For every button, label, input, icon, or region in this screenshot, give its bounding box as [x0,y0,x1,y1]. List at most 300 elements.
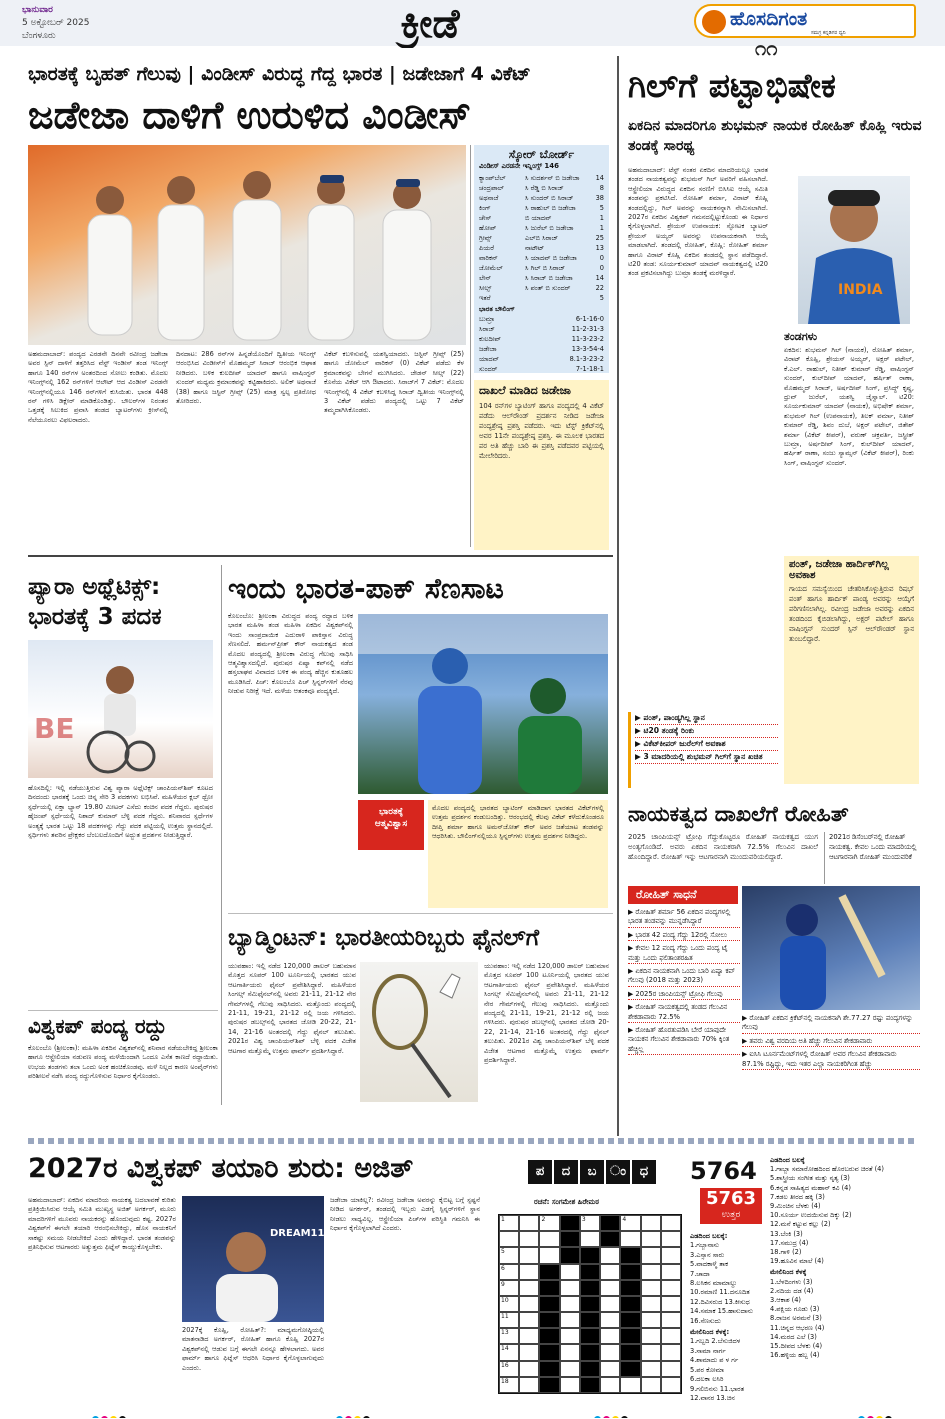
scoreboard-row [479,243,604,253]
lead-photo[interactable] [28,145,466,345]
indpak-headline[interactable]: ಇಂದು ಭಾರತ-ಪಾಕ್ ಸೆಣಸಾಟ [228,572,504,605]
rohit-photo[interactable] [742,886,920,1010]
batter-name: ಕ್ಯಾಂಪ್‌ಬೆಲ್ [479,174,506,182]
crossword-cell[interactable] [600,1247,620,1263]
crossword-cell[interactable] [519,1328,539,1344]
crossword-cell [580,1264,600,1280]
dismissal: ಸಿ ಯಾದವ್ ಬಿ ಜಡೇಜಾ [525,254,577,262]
achievement-item: ▶ ರೋಹಿತ್ ಶರ್ಮಾ 56 ಏಕದಿನ ಪಂದ್ಯಗಳಲ್ಲಿ ಭಾರತ ತಂಡವನ್ನು ಮುನ್ನಡೆಸಿದ್ದಾರೆ [628,908,740,928]
clue-across-item: 13.ಬೆಂಕಿ (3) [770,1229,803,1238]
crossword-cell[interactable] [641,1231,661,1247]
clue-down-item: 8.ರಾಜನ ಅರಮನೆ (3) [770,1314,822,1323]
crossword-cell[interactable] [661,1231,681,1247]
answer-down-item: 3.ಸಾಮಾ ನಾರ್ಗ [690,1346,726,1355]
answer-down-item: 9.ಗಲಿಬಿನಸು 11.ಭಾರತ [690,1384,745,1393]
dismissal: ಸಿ ರೆಡ್ಡಿ ಬಿ ಸಿರಾಜ್ [525,184,564,192]
bowling-row [479,314,604,324]
issue-day: ಭಾನುವಾರ [22,5,53,15]
crossword-cell[interactable] [641,1361,661,1377]
answers-across-title: ಎಡದಿಂದ ಬಲಕ್ಕೆ: [690,1232,728,1240]
record-box-text: 104 ರನ್‌ಗಳ ಬ್ಯಾಟಿಂಗ್ ಹಾಗೂ ಪಂದ್ಯದಲ್ಲಿ 4 ವಿಕೆಟ್ ಪಡೆದು ಆಲ್‌ರೌಂಡ್ ಪ್ರದರ್ಶನ ನೀಡಿದ ಜಡೇಜಾ ಪಂದ್ಯಶ್ರೇಷ್ಠ ಪ್ರಶಸ್ತಿ ಪಡೆದರು. ಇದು ಟೆಸ್ಟ್ ಕ್ರಿಕೆಟ್‌ನಲ್ಲಿ ಅವರ 11ನೇ ಪಂದ್ಯಶ್ರೇಷ್ಠ ಪ್ರಶಸ್ತಿ. ಈ ಮೂಲಕ ಭಾರತದ ಪರ ಅತಿ ಹೆಚ್ಚು ಬಾರಿ ಈ ಪ್ರಶಸ್ತಿ ಪಡೆದವರ ಪಟ್ಟಿಯಲ್ಲಿ ಮೇಲೇರಿದರು. [479,402,604,460]
clue-down-item: 3.ಆಕಾಶ (4) [770,1296,801,1305]
clue-across-item: 7.ಕಡಲ ತೀರದ ಹಕ್ಕಿ (3) [770,1192,825,1201]
crossword-cell[interactable] [499,1264,519,1280]
batter-name: ಲೇನ್ [479,274,492,282]
para-headline[interactable]: ಪ್ಯಾರಾ ಅಥ್ಲೆಟಿಕ್ಸ್: ಭಾರತಕ್ಕೆ 3 ಪದಕ [28,574,162,630]
rohit-side: 2021ರ ಡಿಸೆಂಬರ್‌ನಲ್ಲಿ ರೋಹಿತ್ ನಾಯಕತ್ವ. ಕೇವಲ ಒಂದು ಮಾದರಿಯಲ್ಲಿ ಆಟಗಾರನಾಗಿ ರೋಹಿತ್ ಮುಂದುವರಿಕೆ [824,832,919,884]
crossword-cell[interactable] [600,1264,620,1280]
note-item: ▶ ಟಿ20 ತಂಡಕ್ಕೆ ರಿಂಕು [635,725,778,738]
svg-text:INDIA: INDIA [838,282,883,298]
notes-list [635,712,778,764]
crossword-cell[interactable] [519,1344,539,1360]
crossword-cell[interactable] [661,1328,681,1344]
crossword-cell[interactable] [661,1361,681,1377]
clue-down-item: 16.ಹಳ್ಳಿಯ ಹಬ್ಬ (4) [770,1351,820,1360]
rohit-batting-illustration [742,886,920,1010]
crossword-cell[interactable] [499,1296,519,1312]
agarkar-body: ಅಹಮದಾಬಾದ್: ಏಕದಿನ ಮಾದರಿಯ ನಾಯಕತ್ವ ಬದಲಾವಣೆ ಕುರಿತು ಪ್ರತಿಕ್ರಿಯಿಸಿರುವ ಆಯ್ಕೆ ಸಮಿತಿ ಮುಖ್ಯಸ್ಥ ಅಜಿತ್ ಅಗರ್ಕರ್, ಮೂರು ಮಾದರಿಗಳಿಗೆ ಮೂವರು ನಾಯಕರನ್ನು ಹೊಂದುವುದು ಕಷ್ಟ. 2027ರ ವಿಶ್ವಕಪ್‌ಗೆ ಈಗಲೇ ತಯಾರಿ ಆರಂಭಿಸಬೇಕಿದ್ದು, ಹೊಸ ನಾಯಕನಿಗೆ ಸಾಕಷ್ಟು ಸಮಯ ನೀಡಬೇಕಿದೆ ಎಂದು ಹೇಳಿದ್ದಾರೆ. ಭಾರತ ತಂಡವನ್ನು ಪ್ರತಿನಿಧಿಸುವ ಆಟಗಾರರು ಅತ್ಯುತ್ತಮ ಫಿಟ್ನೆಸ್ ಕಾಯ್ದುಕೊಳ್ಳಬೇಕು. [28,1196,176,1252]
crossword-cell [580,1328,600,1344]
crossword-cell[interactable] [661,1264,681,1280]
crossword-cell[interactable] [641,1215,661,1231]
crossword-cell[interactable] [661,1215,681,1231]
crossword-cell[interactable] [519,1296,539,1312]
pant-box-title: ಪಂತ್, ಜಡೇಜಾ ಹಾರ್ದಿಕ್‌ಗಿಲ್ಲ ಅವಕಾಶ [789,559,889,581]
gill-headline[interactable]: ಗಿಲ್‌ಗೆ ಪಟ್ಟಾಭಿಷೇಕ [628,66,836,105]
crossword-cell[interactable] [560,1296,580,1312]
clue-down-item: 4.ಪಕ್ಷಿಯ ಗೂಡು (3) [770,1305,820,1314]
svg-text:BE: BE [34,712,75,745]
lead-kicker: ಭಾರತಕ್ಕೆ ಬೃಹತ್ ಗೆಲುವು | ವಿಂಡೀಸ್ ವಿರುದ್ಧ ಗೆದ್ದ ಭಾರತ | ಜಡೇಜಾಗೆ 4 ವಿಕೆಟ್ [28,63,531,85]
clue-across-item: 6.ಕನ್ನಡ ಸಾಹಿತ್ಯದ ಮಹಾನ್ ಕವಿ (4) [770,1183,851,1192]
agarkar-caption: 2027ಕ್ಕೆ ಕೊಹ್ಲಿ, ರೋಹಿತ್?: ಮಾಧ್ಯಮಗೋಷ್ಠಿಯಲ್ಲಿ ಮಾತನಾಡಿದ ಅಗರ್ಕರ್, ರೋಹಿತ್ ಹಾಗೂ ಕೊಹ್ಲಿ 2027ರ ವಿಶ್ವಕಪ್‌ನಲ್ಲಿ ಆಡುವ ಬಗ್ಗೆ ಈಗಲೇ ಏನನ್ನೂ ಹೇಳಲಾಗದು. ಅವರ ಫಾರ್ಮ್ ಹಾಗೂ ಫಿಟ್ನೆಸ್ ಆಧರಿಸಿ ನಿರ್ಧಾರ ಕೈಗೊಳ್ಳಲಾಗುವುದು ಎಂದರು. [182,1326,324,1372]
crossword-cell[interactable] [641,1280,661,1296]
crossword-cell[interactable] [661,1280,681,1296]
batter-runs: 1 [599,224,604,232]
crossword-cell[interactable] [560,1344,580,1360]
rohit-achievements-list [628,908,740,1136]
crossword-cell [580,1280,600,1296]
dismissal: ಸಿ ಸಿರಾಜ್ ಬಿ ಜಡೇಜಾ [525,274,573,282]
squads-title: ತಂಡಗಳು [784,330,818,343]
agarkar-col2: ಜಡೇಜಾ ಯಾಕಿಲ್ಲ?: ರವೀಂದ್ರ ಜಡೇಜಾ ಅವರನ್ನು ಕೈಬಿಟ್ಟ ಬಗ್ಗೆ ಸ್ಪಷ್ಟನೆ ನೀಡಿದ ಅಗರ್ಕರ್, ತಂಡದಲ್ಲಿ ಇಬ್ಬರು ಎಡಗೈ ಸ್ಪಿನ್ನರ್‌ಗಳಿಗೆ ಸ್ಥಾನ ನೀಡಲು ಸಾಧ್ಯವಿಲ್ಲ. ಆಸ್ಟ್ರೇಲಿಯಾ ಪಿಚ್‌ಗಳ ಪರಿಸ್ಥಿತಿ ಗಮನಿಸಿ ಈ ನಿರ್ಧಾರ ಕೈಗೊಳ್ಳಲಾಗಿದೆ ಎಂದರು. [330,1196,480,1233]
crossword-cell[interactable] [600,1344,620,1360]
bowler-name: ಸಿರಾಜ್ [479,325,495,333]
crossword-cell[interactable] [661,1296,681,1312]
crossword-cell[interactable] [499,1247,519,1263]
scoreboard-row [479,273,604,283]
pant-box [784,556,919,784]
crossword-cell[interactable] [600,1361,620,1377]
quick-notes [628,712,778,788]
crossword-cell [580,1312,600,1328]
crossword-cell[interactable] [600,1312,620,1328]
dismissal: ಸಿ ಗಿಲ್ ಬಿ ಸಿರಾಜ್ [525,264,566,272]
bowling-figures: 7-1-18-1 [575,365,604,373]
crossword-cell[interactable] [620,1215,640,1231]
crossword-cell[interactable] [539,1247,559,1263]
crossword-title-letter: ದ [554,1160,578,1184]
crossword-cell [539,1312,559,1328]
badminton-body-col2 [484,962,609,1122]
indpak-photo[interactable] [358,614,608,794]
crossword-cell[interactable] [600,1280,620,1296]
achievement-item: ▶ ರೋಹಿತ್ ಏಕದಿನ ಕ್ರಿಕೆಟ್‌ನಲ್ಲಿ ನಾಯಕನಾಗಿ ಶೇ.77.27 ರಷ್ಟು ಪಂದ್ಯಗಳನ್ನು ಗೆಲುವು [742,1014,920,1034]
batter-runs: 0 [599,264,604,272]
crossword-cell[interactable] [499,1328,519,1344]
crossword-cell [620,1264,640,1280]
crossword-cell[interactable] [641,1377,661,1393]
note-item: ▶ ವಿಕೆಟ್‌ಕೀಪರ್ ಜುರೆಲ್‌ಗೆ ಅವಕಾಶ [635,738,778,751]
crossword-title-letter: ಧ [632,1160,656,1184]
crossword-cell [620,1312,640,1328]
crossword-cell[interactable] [620,1231,640,1247]
dismissal: ಸಿ ಸುದರ್ಶನ್ ಬಿ ಜಡೇಜಾ [525,174,580,182]
crossword-cell [539,1296,559,1312]
cancel-body: ಕೊಲಂಬೊ (ಶ್ರೀಲಂಕಾ): ಮಹಿಳಾ ಏಕದಿನ ವಿಶ್ವಕಪ್‌ನಲ್ಲಿ ಶನಿವಾರ ನಡೆಯಬೇಕಿದ್ದ ಶ್ರೀಲಂಕಾ ಹಾಗೂ ಆಸ್ಟ್ರೇಲಿಯಾ ನಡುವಣ ಪಂದ್ಯ ಮಳೆಯಿಂದಾಗಿ ಒಂದೂ ಎಸೆತ ಕಾಣದೆ ರದ್ದಾಯಿತು. ಉಭಯ ತಂಡಗಳು ತಲಾ ಒಂದು ಅಂಕ ಹಂಚಿಕೊಂಡವು. ಮಳೆ ನಿಲ್ಲದ ಕಾರಣ ಅಂಪೈರ್‌ಗಳು ಪರಿಶೀಲನೆ ನಡೆಸಿ ಪಂದ್ಯ ರದ್ದುಗೊಳಿಸುವ ನಿರ್ಧಾರ ಕೈಗೊಂಡರು. [28,1044,218,1081]
clue-across-item: 17.ಸಮುದ್ರ (4) [770,1238,809,1247]
indpak-box: ಮೊದಲ ಪಂದ್ಯದಲ್ಲಿ ಭಾರತದ ಬ್ಯಾಟಿಂಗ್ ಮಾಡಿದಾಗ ಭಾರತದ ವಿಕೆಟ್‌ಗಳಲ್ಲಿ ಉತ್ತಮ ಪ್ರದರ್ಶನ ಕಂಡುಬಂದಿತ್ತು. ಆರಂಭದಲ್ಲಿ ಕೆಲವು ವಿಕೆಟ್ ಕಳೆದುಕೊಂಡರೂ ದೀಪ್ತಿ ಶರ್ಮಾ ಹಾಗೂ ಅಮನ್‌ಜೋತ್ ಕೌರ್ ಅವರ ಜತೆಯಾಟ ತಂಡವನ್ನು ಆಧರಿಸಿತು. ಬೌಲಿಂಗ್‌ನಲ್ಲಿಯೂ ಸ್ಪಿನ್ನರ್‌ಗಳು ಉತ್ತಮ ಪ್ರದರ್ಶನ ನೀಡಿದ್ದರು. [428,800,608,908]
achievements-col2 [742,1014,920,1070]
batter-runs: 38 [595,194,604,202]
rohit-headline[interactable]: ನಾಯಕತ್ವದ ದಾಖಲೆಗೆ ರೋಹಿತ್ [628,802,849,826]
achievement-item: ▶ ರೋಹಿತ್ ಹೊರತುಪಡಿಸಿ ಬೇರೆ ಯಾವುದೇ ನಾಯಕನ ಗೆಲುವಿನ ಶೇಕಡಾವಾರು 70% ಕ್ಕಿಂತ ಹೆಚ್ಚಿಲ್ಲ [628,1026,740,1055]
answer-down-item: 12.ವಾನರ 13.ಚಿನ [690,1393,735,1402]
crossword-cell [539,1280,559,1296]
crossword-cell [560,1215,580,1231]
crossword-cell[interactable] [519,1377,539,1393]
cell-number: 13 [501,1329,509,1337]
rule [228,913,613,914]
scoreboard-row [479,293,604,303]
crossword-cell[interactable] [580,1215,600,1231]
crossword-cell[interactable] [661,1377,681,1393]
logo-name: ಹೊಸದಿಗಂತ [730,8,808,30]
crossword-cell[interactable] [560,1264,580,1280]
badminton-photo[interactable] [360,962,478,1102]
crossword-cell[interactable] [661,1312,681,1328]
crossword-cell[interactable] [499,1231,519,1247]
crossword-cell [620,1247,640,1263]
para-body: ಹೊಸದಿಲ್ಲಿ: ಇಲ್ಲಿ ನಡೆಯುತ್ತಿರುವ ವಿಶ್ವ ಪ್ಯಾರಾ ಅಥ್ಲೆಟಿಕ್ಸ್ ಚಾಂಪಿಯನ್‌ಶಿಪ್ ಕೂಟದ ದಿನದಂದು ಭಾರತಕ್ಕೆ ಒಂದು ಚಿನ್ನ ಸೇರಿ 3 ಪದಕಗಳು ಲಭಿಸಿವೆ. ಮಹಿಳೆಯರ ಕ್ಲಬ್ ಥ್ರೋ ಸ್ಪರ್ಧೆಯಲ್ಲಿ ಏಕ್ತಾ ಭ್ಯಾನ್ 19.80 ಮೀಟರ್ ಎಸೆದು ಕಂಚಿನ ಪದಕ ಗೆದ್ದರು. ಪುರುಷರ ಹೈಜಂಪ್ ಸ್ಪರ್ಧೆಯಲ್ಲಿ ನಿಶಾದ್ ಕುಮಾರ್ ಬೆಳ್ಳಿ ಪದಕ ಗೆದ್ದರು. ಶನಿವಾರದ ಸ್ಪರ್ಧೆಗಳ ಅಂತ್ಯಕ್ಕೆ ಭಾರತ ಒಟ್ಟು 18 ಪದಕಗಳನ್ನು ಗೆದ್ದು ಪದಕ ಪಟ್ಟಿಯಲ್ಲಿ ಉತ್ತಮ ಸ್ಥಾನದಲ್ಲಿದೆ. ಸ್ಪರ್ಧಿಗಳು ತವರಿನ ಪ್ರೇಕ್ಷಕರ ಬೆಂಬಲದೊಂದಿಗೆ ಅದ್ಭುತ ಪ್ರದರ್ಶನ ನೀಡುತ್ತಿದ್ದಾರೆ. [28,784,213,840]
batter-name: ಪಿಯರೆ [479,244,495,252]
crossword-title-letter: ಂ [606,1160,630,1184]
bowler-name: ಸುಂದರ್ [479,365,498,373]
clue-across-item: 5.ಶಾಸ್ತ್ರೀಯ ಸಂಗೀತ ಮತ್ತು ನೃತ್ಯ (3) [770,1174,850,1183]
rule [28,1010,218,1011]
answer-across-item: 10.ರಮಾಣಿ 11.ದನೂದಿತ [690,1288,750,1297]
crossword-cell [580,1361,600,1377]
answer-label: ಉತ್ತರ [721,1210,741,1220]
crossword-cell [580,1377,600,1393]
crossword-cell [539,1328,559,1344]
bottom-band-rule [28,1138,918,1144]
batter-name: ಇತರೆ [479,294,491,302]
scoreboard-row [479,253,604,263]
achievement-item: ▶ ಐಸಿಸಿ ಟೂರ್ನಮೆಂಟ್‌ಗಳಲ್ಲಿ ರೋಹಿತ್ ಅವರ ಗೆಲುವಿನ ಶೇಕಡಾವಾರು 87.1% ರಷ್ಟಿದ್ದು, ಇದು ಇತರ ಎಲ್ಲಾ ನಾಯಕರಿಗಿಂತ ಹೆಚ್ಚು [742,1050,920,1070]
crossword-cell [580,1344,600,1360]
batter-runs: 13 [595,244,604,252]
record-box-title: ದಾಖಲೆ ಮಾಡಿದ ಜಡೇಜಾ [479,384,571,397]
crossword-cell [600,1215,620,1231]
clue-across-item: 10.ಸೂರ್ಯ ಉದಯಿಸುವ ದಿಕ್ಕು (2) [770,1211,852,1220]
batter-name: ಗ್ರೀವ್ಸ್ [479,234,492,242]
batter-name: ಕಿಂಗ್ [479,204,491,212]
batter-name: ಅಥನಾಜೆ [479,194,499,202]
crossword-cell[interactable] [600,1377,620,1393]
scoreboard-row [479,283,604,293]
crossword-cell[interactable] [560,1328,580,1344]
svg-text:DREAM11: DREAM11 [270,1228,324,1239]
crossword-cell [539,1377,559,1393]
crossword-number: 5764 [690,1157,757,1185]
logo-emblem-icon [702,10,726,34]
crossword-grid[interactable] [498,1214,682,1394]
lead-body-col1: ಅಹಮದಾಬಾದ್: ಪಂದ್ಯದ ಎರಡನೇ ದಿನವೇ ರವೀಂದ್ರ ಜಡೇಜಾ ಅವರ ಸ್ಪಿನ್ ದಾಳಿಗೆ ತತ್ತರಿಸಿದ ವೆಸ್ಟ್ ಇಂಡೀಸ್ ತಂಡ ಇನಿಂಗ್ಸ್ ಹಾಗೂ 140 ರನ್‌ಗಳ ಅಂತರದಿಂದ ಸೋಲು ಕಂಡಿತು. ಮೊದಲ ಇನಿಂಗ್ಸ್‌ನಲ್ಲಿ 162 ರನ್‌ಗಳಿಗೆ ಆಲೌಟ್ ಆದ ವಿಂಡೀಸ್ ಎರಡನೇ ಇನಿಂಗ್ಸ್‌ನಲ್ಲಿಯೂ 146 ರನ್‌ಗಳಿಗೆ ಕುಸಿಯಿತು. ಭಾರತ 448 ರನ್ ಗಳಿಸಿ ಡಿಕ್ಲೇರ್ ಮಾಡಿಕೊಂಡಿತ್ತು. ಬೌಲರ್‌ಗಳ ನಿರಂತರ ಒತ್ತಡಕ್ಕೆ ಸಿಲುಕಿದ ಪ್ರವಾಸಿ ತಂಡದ ಬ್ಯಾಟರ್‌ಗಳು ಕ್ರೀಸ್‌ನಲ್ಲಿ ನೆಲೆಯೂರಲು ವಿಫಲರಾದರು. [28,350,168,424]
answer-across-item: 8.ಲಸಿಕನ ಮಾಮಾಲ್ದು [690,1279,737,1288]
crossword-cell[interactable] [560,1312,580,1328]
bowling-row [479,344,604,354]
scoreboard-row [479,223,604,233]
answer-across-item: 14.ಸಮಾಕ 15.ಹಾಸುದಾನು [690,1307,753,1316]
registration-marks [594,1408,644,1418]
crossword-cell[interactable] [519,1312,539,1328]
bowling-row [479,324,604,334]
batter-name: ಚಂದ್ರಪಾಲ್ [479,184,504,192]
cell-number: 10 [501,1296,509,1304]
batter-runs: 25 [595,234,604,242]
crossword-cell [620,1296,640,1312]
crossword-cell [560,1247,580,1263]
answers-box [690,1232,766,1412]
bowling-figures: 8.1-3-23-2 [569,355,604,363]
agarkar-headline[interactable]: 2027ರ ವಿಶ್ವಕಪ್ ತಯಾರಿ ಶುರು: ಅಜಿತ್ [28,1153,414,1184]
dismissal: ನಾಟೌಟ್ [525,244,545,252]
clue-down-item: 2.ನದಿಯ ದಡ (4) [770,1286,814,1295]
dateline-box [22,4,172,44]
crossword-cell[interactable] [641,1328,661,1344]
badminton-body: ಯುವಹಾಂ: ಇಲ್ಲಿ ನಡೆದ 120,000 ಡಾಲರ್ ಬಹುಮಾನ ಮೊತ್ತದ ಸೂಪರ್ 100 ಟೂರ್ನಿಯಲ್ಲಿ ಭಾರತದ ಯುವ ಆಟಗಾರ್ತಿಯರು ಫೈನಲ್ ಪ್ರವೇಶಿಸಿದ್ದಾರೆ. ಮಹಿಳೆಯರ ಸಿಂಗಲ್ಸ್ ಸೆಮಿಫೈನಲ್‌ನಲ್ಲಿ ಅವರು 21-11, 21-12 ನೇರ ಗೇಮ್‌ಗಳಲ್ಲಿ ಗೆಲುವು ಸಾಧಿಸಿದರು. ಮತ್ತೊಂದು ಪಂದ್ಯದಲ್ಲಿ 21-11, 19-21, 21-12 ರಲ್ಲಿ ಜಯ ಗಳಿಸಿದರು. ಪುರುಷರ ಡಬಲ್ಸ್‌ನಲ್ಲಿ ಭಾರತದ ಜೋಡಿ 20-22, 21-14, 21-16 ಅಂತರದಲ್ಲಿ ಗೆದ್ದು ಫೈನಲ್ ತಲುಪಿತು. 2021ರ ವಿಶ್ವ ಚಾಂಪಿಯನ್‌ಶಿಪ್ ಬೆಳ್ಳಿ ಪದಕ ವಿಜೇತ ಆಟಗಾರ ಮತ್ತೊಮ್ಮೆ ಉತ್ತಮ ಫಾರ್ಮ್ ಪ್ರದರ್ಶಿಸಿದ್ದಾರೆ. [228,962,356,1055]
crossword-cell[interactable] [600,1296,620,1312]
indpak-badge: ಭಾರತಕ್ಕೆ ಆತ್ಮವಿಶ್ವಾಸ [358,800,424,850]
clue-down-item: 11.ಚಿನ್ನದ ಆಭರಣ (4) [770,1323,825,1332]
lead-body-col2: ದಿನದಾಟ: 286 ರನ್‌ಗಳ ಹಿನ್ನಡೆಯೊಂದಿಗೆ ದ್ವಿತೀಯ ಇನಿಂಗ್ಸ್ ಆರಂಭಿಸಿದ ವಿಂಡೀಸ್‌ಗೆ ಮೊಹಮ್ಮದ್ ಸಿರಾಜ್ ಆರಂಭಿಕ ಆಘಾತ ನೀಡಿದರು. ಬಳಿಕ ಕುಲದೀಪ್ ಯಾದವ್ ಹಾಗೂ ವಾಷಿಂಗ್ಟನ್ ಸುಂದರ್ ಮಧ್ಯಮ ಕ್ರಮಾಂಕವನ್ನು ಕಟ್ಟಿಹಾಕಿದರು. ಅಲಿಕ್ ಅಥನಾಜೆ (38) ಹಾಗೂ ಜಸ್ಟಿನ್ ಗ್ರೀವ್ಸ್ (25) ಮಾತ್ರ ಸ್ವಲ್ಪ ಪ್ರತಿರೋಧ ತೋರಿದರು. [176,350,316,406]
badminton-headline[interactable]: ಬ್ಯಾಡ್ಮಿಂಟನ್: ಭಾರತೀಯರಿಬ್ಬರು ಫೈನಲ್‌ಗೆ [228,925,540,951]
newspaper-logo[interactable] [694,4,916,38]
crossword-cell[interactable] [499,1377,519,1393]
note-item: ▶ ಪಂತ್, ಪಾಂಡ್ಯಗಿಲ್ಲ ಸ್ಥಾನ [635,712,778,725]
crossword-cell [539,1344,559,1360]
cell-number: 16 [501,1361,509,1369]
crossword-cell[interactable] [499,1344,519,1360]
crossword-cell [620,1328,640,1344]
batter-runs: 1 [599,214,604,222]
record-box [474,380,609,550]
crossword-cell[interactable] [519,1361,539,1377]
crossword-cell[interactable] [641,1264,661,1280]
players-celebrating-illustration [28,145,466,345]
batter-runs: 5 [599,294,604,302]
scoreboard-row [479,203,604,213]
batter-name: ಚೇಸ್ [479,214,492,222]
crossword-cell[interactable] [661,1344,681,1360]
dismissal: ಸಿ ಪಂತ್ ಬಿ ಸುಂದರ್ [525,284,571,292]
answer-badge [700,1188,762,1224]
crossword-title-letter: ಪ [528,1160,552,1184]
clues-down-title: ಮೇಲಿನಿಂದ ಕೆಳಕ್ಕೆ [770,1268,807,1277]
crossword-cell[interactable] [641,1344,661,1360]
crossword-cell[interactable] [560,1280,580,1296]
crossword-cell[interactable] [499,1280,519,1296]
crossword-cell[interactable] [560,1361,580,1377]
answer-number: 5763 [705,1188,757,1209]
dismissal: ಸಿ ಸುಂದರ್ ಬಿ ಸಿರಾಜ್ [525,194,574,202]
batter-runs: 0 [599,254,604,262]
para-photo[interactable] [28,640,213,778]
clue-down-item: 15.ದೀಪದ ಬೆಳಕು (4) [770,1342,823,1351]
dismissal [525,293,590,303]
answers-down-title: ಮೇಲಿನಿಂದ ಕೆಳಕ್ಕೆ: [690,1328,730,1337]
scoreboard-bowling [479,314,604,373]
crossword-cell [539,1361,559,1377]
cell-number: 2 [541,1216,546,1223]
crossword-cell[interactable] [641,1247,661,1263]
batter-runs: 5 [599,204,604,212]
crossword-cell [620,1280,640,1296]
batter-name: ಜೋಮೆಲ್ [479,264,503,272]
cell-number: 6 [501,1264,505,1272]
scoreboard-row [479,193,604,203]
crossword-cell[interactable] [641,1296,661,1312]
clues-down [770,1278,920,1361]
crossword-cell[interactable] [560,1377,580,1393]
batter-runs: 8 [599,184,604,192]
clue-across-item: 19.ಹೂವಿನ ಮಾಲೆ (4) [770,1257,824,1266]
crossword-cell[interactable] [519,1215,539,1231]
answer-down-item: 6.ದಲಕಾ ಲಸಿರಿ [690,1375,724,1384]
achievement-item: ▶ ತವರು ವಿಶ್ವ ವರದಿಯ ಅತಿ ಹೆಚ್ಚು ಗೆಲುವಿನ ಶೇಕಡಾವಾರು [742,1037,920,1047]
rohit-intro: 2025 ಚಾಂಪಿಯನ್ಸ್ ಟ್ರೋಫಿ ಗೆದ್ದುಕೊಟ್ಟರೂ ರೋಹಿತ್ ನಾಯಕತ್ವದ ಯುಗ ಅಂತ್ಯಗೊಂಡಿದೆ. ಅವರು ಏಕದಿನ ನಾಯಕರಾಗಿ 72.5% ಗೆಲುವಿನ ದಾಖಲೆ ಹೊಂದಿದ್ದಾರೆ. ರೋಹಿತ್ ಇನ್ನು ಆಟಗಾರನಾಗಿ ಮುಂದುವರಿಯಲಿದ್ದಾರೆ. [628,833,818,861]
crossword-cell [560,1231,580,1247]
cell-number: 5 [501,1248,505,1256]
issue-date: 5 ಅಕ್ಟೋಬರ್ 2025 [22,18,90,28]
answer-across-item: 3.ಎಸ್ಸಾನ ಸಾರು [690,1250,725,1259]
answer-across-item: 1.ಗಬ್ಬಾನಾಸು [690,1241,720,1250]
crossword-author: ರಚನೆ: ಸಂಗಮೇಶ ಹಿರೇಮಠ [534,1198,599,1206]
answer-across-item: 5.ವಾದಕಾಳ್ಮೆ ತಾಕ [690,1260,729,1269]
crossword-cell[interactable] [600,1328,620,1344]
crossword-cell[interactable] [499,1215,519,1231]
batter-name: ವಾರಿಕನ್ [479,254,498,262]
crossword-cell[interactable] [641,1312,661,1328]
crossword-cell[interactable] [499,1312,519,1328]
cell-number: 4 [622,1216,627,1223]
scoreboard-row [479,173,604,183]
crossword-cell [600,1231,620,1247]
crossword-cell[interactable] [499,1361,519,1377]
agarkar-photo[interactable] [182,1196,324,1322]
crossword-title [528,1160,660,1184]
rohit-achievements-list-2 [742,1014,920,1136]
squads-box [784,330,914,552]
scoreboard-row [479,263,604,273]
achievement-item: ▶ 2025ರ ಚಾಂಪಿಯನ್ಸ್ ಟ್ರೋಫಿ ಗೆಲುವು [628,990,740,1000]
answers-down [690,1337,766,1403]
squads-text: ಏಕದಿನ: ಶುಭಮನ್ ಗಿಲ್ (ನಾಯಕ), ರೋಹಿತ್ ಶರ್ಮಾ, ವಿರಾಟ್ ಕೊಹ್ಲಿ, ಶ್ರೇಯಸ್ ಅಯ್ಯರ್, ಅಕ್ಷರ್ ಪಟೇಲ್, ಕೆ.ಎಲ್. ರಾಹುಲ್, ನಿತೀಶ್ ಕುಮಾರ್ ರೆಡ್ಡಿ, ವಾಷಿಂಗ್ಟನ್ ಸುಂದರ್, ಕುಲ್‌ದೀಪ್ ಯಾದವ್, ಹರ್ಷಿತ್ ರಾಣಾ, ಮೊಹಮ್ಮದ್ ಸಿರಾಜ್, ಅರ್ಷದೀಪ್ ಸಿಂಗ್, ಪ್ರಸಿದ್ಧ್ ಕೃಷ್ಣ, ಧ್ರುವ್ ಜುರೆಲ್, ಯಶಸ್ವಿ ಜೈಸ್ವಾಲ್. ಟಿ20: ಸೂರ್ಯಕುಮಾರ್ ಯಾದವ್ (ನಾಯಕ), ಅಭಿಷೇಕ್ ಶರ್ಮಾ, ಶುಭಮನ್ ಗಿಲ್ (ಉಪನಾಯಕ), ತಿಲಕ್ ವರ್ಮಾ, ನಿತೀಶ್ ಕುಮಾರ್ ರೆಡ್ಡಿ, ಶಿವಂ ದುಬೆ, ಅಕ್ಷರ್ ಪಟೇಲ್, ಜಿತೇಶ್ ಶರ್ಮಾ (ವಿಕೆಟ್ ಕೀಪರ್), ವರುಣ್ ಚಕ್ರವರ್ತಿ, ಜಸ್ಪ್ರೀತ್ ಬುಮ್ರಾ, ಅರ್ಷದೀಪ್ ಸಿಂಗ್, ಕುಲ್‌ದೀಪ್ ಯಾದವ್, ಹರ್ಷಿತ್ ರಾಣಾ, ಸಂಜು ಸ್ಯಾಮ್ಸನ್ (ವಿಕೆಟ್ ಕೀಪರ್), ರಿಂಕು ಸಿಂಗ್, ವಾಷಿಂಗ್ಟನ್ ಸುಂದರ್. [784,346,914,467]
cancel-headline[interactable]: ವಿಶ್ವಕಪ್ ಪಂದ್ಯ ರದ್ದು [28,1014,167,1038]
badminton-note: ಯುವಹಾಂ: ಇಲ್ಲಿ ನಡೆದ 120,000 ಡಾಲರ್ ಬಹುಮಾನ ಮೊತ್ತದ ಸೂಪರ್ 100 ಟೂರ್ನಿಯಲ್ಲಿ ಭಾರತದ ಯುವ ಆಟಗಾರ್ತಿಯರು ಫೈನಲ್ ಪ್ರವೇಶಿಸಿದ್ದಾರೆ. ಮಹಿಳೆಯರ ಸಿಂಗಲ್ಸ್ ಸೆಮಿಫೈನಲ್‌ನಲ್ಲಿ ಅವರು 21-11, 21-12 ನೇರ ಗೇಮ್‌ಗಳಲ್ಲಿ ಗೆಲುವು ಸಾಧಿಸಿದರು. ಮತ್ತೊಂದು ಪಂದ್ಯದಲ್ಲಿ 21-11, 19-21, 21-12 ರಲ್ಲಿ ಜಯ ಗಳಿಸಿದರು. ಪುರುಷರ ಡಬಲ್ಸ್‌ನಲ್ಲಿ ಭಾರತದ ಜೋಡಿ 20-22, 21-14, 21-16 ಅಂತರದಲ್ಲಿ ಗೆದ್ದು ಫೈನಲ್ ತಲುಪಿತು. 2021ರ ವಿಶ್ವ ಚಾಂಪಿಯನ್‌ಶಿಪ್ ಬೆಳ್ಳಿ ಪದಕ ವಿಜೇತ ಆಟಗಾರ ಮತ್ತೊಮ್ಮೆ ಉತ್ತಮ ಫಾರ್ಮ್ ಪ್ರದರ್ಶಿಸಿದ್ದಾರೆ. [484,962,609,1065]
achievements-col1 [628,908,740,1055]
registration-marks [336,1408,386,1418]
crossword-cell[interactable] [519,1264,539,1280]
crossword-cell[interactable] [620,1377,640,1393]
bowling-figures: 11-3-23-2 [571,335,604,343]
gill-photo[interactable] [798,176,910,324]
scoreboard-subtitle: ವಿಂಡೀಸ್ ಎರಡನೇ ಇನ್ನಿಂಗ್ಸ್ 146 [479,162,560,170]
crossword-cell[interactable] [539,1231,559,1247]
answers-across [690,1241,766,1326]
crossword-cell [539,1264,559,1280]
indpak-body: ಕೊಲಂಬೊ: ಶ್ರೀಲಂಕಾ ವಿರುದ್ಧದ ಪಂದ್ಯ ರದ್ದಾದ ಬಳಿಕ ಭಾರತ ಮಹಿಳಾ ತಂಡ ಮಹಿಳಾ ಏಕದಿನ ವಿಶ್ವಕಪ್‌ನಲ್ಲಿ ಇಂದು ಸಾಂಪ್ರದಾಯಿಕ ಎದುರಾಳಿ ಪಾಕಿಸ್ತಾನ ವಿರುದ್ಧ ಸೆಣಸಲಿದೆ. ಹರ್ಮನ್‌ಪ್ರೀತ್ ಕೌರ್ ನಾಯಕತ್ವದ ತಂಡ ಮೊದಲ ಪಂದ್ಯದಲ್ಲಿ ಶ್ರೀಲಂಕಾ ವಿರುದ್ಧ ಗೆಲುವು ಸಾಧಿಸಿ ಆತ್ಮವಿಶ್ವಾಸದಲ್ಲಿದೆ. ಪುರುಷರ ಏಷ್ಯಾ ಕಪ್‌ನಲ್ಲಿ ನಡೆದ ಹಸ್ತಲಾಘವ ವಿವಾದದ ಬಳಿಕ ಈ ಪಂದ್ಯ ಹೆಚ್ಚಿನ ಕುತೂಹಲ ಮೂಡಿಸಿದೆ. ಪಿಚ್: ಕೊಲಂಬೊ ಪಿಚ್ ಸ್ಪಿನ್ನರ್‌ಗಳಿಗೆ ನೆರವು ನೀಡುವ ನಿರೀಕ್ಷೆ ಇದೆ. ಮಳೆಯ ಆತಂಕವೂ ಪಂದ್ಯಕ್ಕಿದೆ. [228,612,353,696]
batter-runs: 22 [595,284,604,292]
batter-runs: 14 [595,174,604,182]
dismissal: ಸಿ ರಾಹುಲ್ ಬಿ ಜಡೇಜಾ [525,204,576,212]
crossword-cell [620,1344,640,1360]
crossword-cell[interactable] [539,1215,559,1231]
gill-subheadline: ಏಕದಿನ ಮಾದರಿಗೂ ಶುಭಮನ್ ನಾಯಕ ರೋಹಿತ್ ಕೊಹ್ಲಿ ಇರುವ ತಂಡಕ್ಕೆ ಸಾರಥ್ಯ [628,118,922,154]
scoreboard-title: ಸ್ಕೋರ್ ಬೋರ್ಡ್ [508,148,575,161]
crossword-title-box [528,1160,660,1186]
scoreboard-row [479,233,604,243]
scoreboard-row [479,213,604,223]
bowling-row [479,334,604,344]
answer-across-item: 16.ಸೆಣಸುದು [690,1316,721,1325]
crossword-cell[interactable] [580,1231,600,1247]
crossword-cell [620,1361,640,1377]
bowling-figures: 6-1-16-0 [575,315,604,323]
scoreboard-box [474,145,609,373]
section-rule [28,555,613,557]
clue-across-item: 1.ಗಾಬ್ಬಾ ಸಮಾರೋಹದಿಂದ ಹೊರಬರುವ ಚಿರತೆ (4) [770,1165,884,1174]
batter-name: ಸೀಲ್ಸ್ [479,284,492,292]
gill-portrait-illustration [798,176,910,324]
bowling-row [479,354,604,364]
bowler-name: ಬುಮ್ರಾ [479,315,495,323]
logo-tagline: ಸಮಗ್ರ ಕನ್ನಡಿಗರ ಧ್ವನಿ [811,30,846,36]
scoreboard-batting [479,173,604,303]
issue-city: ಬೆಂಗಳೂರು [22,31,56,41]
section-title: ಕ್ರೀಡೆ [400,1,460,47]
lead-headline[interactable]: ಜಡೇಜಾ ದಾಳಿಗೆ ಉರುಳಿದ ವಿಂಡೀಸ್ [28,93,471,137]
racket-shuttle-illustration [360,962,478,1102]
clue-across-item: 9.ಮಿಂಚಿನ ಬೆಳಕು (4) [770,1202,821,1211]
bowling-figures: 11-2-31-3 [571,325,604,333]
rohit-achievements-title: ರೋಹಿತ್ ಸಾಧನೆ [628,886,738,904]
dismissal: ಬಿ ಯಾದವ್ [525,214,552,222]
crossword-cell[interactable] [519,1247,539,1263]
clues-across [770,1165,920,1266]
achievement-item: ▶ ಕೇವಲ 12 ಪಂದ್ಯ ಗೆದ್ದು ಒಂದು ಪಂದ್ಯ ಟೈ ಮತ್ತು ಒಂದು ಫಲಿತಾಂಶರಹಿತ [628,944,740,964]
cell-number: 18 [501,1377,509,1385]
agarkar-portrait-illustration [182,1196,324,1322]
answer-down-item: 4.ಶಾಮಾದು ಪ ಳ ರ್ಗ [690,1356,739,1365]
athlete-wheelchair-illustration [28,640,213,778]
crossword-cell[interactable] [661,1247,681,1263]
crossword-cell[interactable] [519,1280,539,1296]
gill-body: ಅಹಮದಾಬಾದ್: ಟೆಸ್ಟ್ ನಂತರ ಏಕದಿನ ಮಾದರಿಯಲ್ಲೂ ಭಾರತ ತಂಡದ ನಾಯಕತ್ವವನ್ನು ಶುಭಮನ್ ಗಿಲ್ ಅವರಿಗೆ ವಹಿಸಲಾಗಿದೆ. ಆಸ್ಟ್ರೇಲಿಯಾ ವಿರುದ್ಧದ ಏಕದಿನ ಸರಣಿಗೆ ಬಿಸಿಸಿಐ ಆಯ್ಕೆ ಸಮಿತಿ ತಂಡವನ್ನು ಪ್ರಕಟಿಸಿದೆ. ರೋಹಿತ್ ಶರ್ಮಾ, ವಿರಾಟ್ ಕೊಹ್ಲಿ ತಂಡದಲ್ಲಿದ್ದು, ಗಿಲ್ ಅವರನ್ನು ನಾಯಕನನ್ನಾಗಿ ನೇಮಿಸಲಾಗಿದೆ. 2027ರ ಏಕದಿನ ವಿಶ್ವಕಪ್ ಗಮನದಲ್ಲಿಟ್ಟುಕೊಂಡು ಈ ನಿರ್ಧಾರ ಕೈಗೊಳ್ಳಲಾಗಿದೆ. ಶ್ರೇಯಸ್ ಉಪನಾಯಕ: ಸ್ಫೋಟಕ ಬ್ಯಾಟರ್ ಶ್ರೇಯಸ್ ಅಯ್ಯರ್ ಅವರನ್ನು ಉಪನಾಯಕನಾಗಿ ಆಯ್ಕೆ ಮಾಡಲಾಗಿದೆ. ತಂಡದಲ್ಲಿ ರೋಹಿತ್, ಕೊಹ್ಲಿ: ರೋಹಿತ್ ಶರ್ಮಾ ಹಾಗೂ ವಿರಾಟ್ ಕೊಹ್ಲಿ ಏಕದಿನ ತಂಡದಲ್ಲಿ ಸ್ಥಾನ ಪಡೆದಿದ್ದಾರೆ. ಟಿ20 ತಂಡ: ಸೂರ್ಯಕುಮಾರ್ ಯಾದವ್ ನಾಯಕತ್ವದಲ್ಲಿ ಟಿ20 ತಂಡ ಪ್ರಕಟಿಸಲಾಗಿದ್ದು ಬುಮ್ರಾ ತಂಡಕ್ಕೆ ಮರಳಿದ್ದಾರೆ. [628,166,768,278]
crossword-cell[interactable] [519,1231,539,1247]
